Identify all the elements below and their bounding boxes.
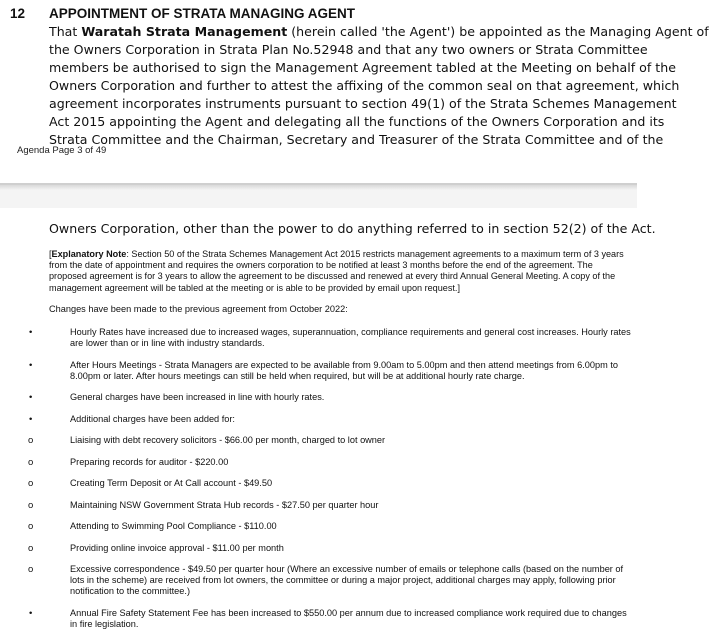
bullet-marker: • [29, 608, 33, 619]
list-item-text: After Hours Meetings - Strata Managers are expected to be available from 9.00am to 5.00pm and then attend meetings from 6.00pm to 8.00pm or later. After hours meetings can still be held when required, but will be at additional hourly rate charge. [70, 360, 618, 382]
explanatory-label: Explanatory Note [51, 249, 127, 259]
list-item-text: Attending to Swimming Pool Compliance - $110.00 [70, 521, 277, 531]
bullet-marker: • [29, 327, 33, 338]
agent-name: Waratah Strata Management [81, 24, 288, 39]
list-item-text: Preparing records for auditor - $220.00 [70, 457, 229, 467]
list-item-text: Annual Fire Safety Statement Fee has been increased to $550.00 per annum due to increased compliance work required due to changes in fire legislation. [70, 608, 627, 630]
list-item-text: Maintaining NSW Government Strata Hub records - $27.50 per quarter hour [70, 500, 379, 510]
sub-bullet-marker: o [28, 543, 34, 554]
page-separator [0, 183, 637, 208]
page-footer: Agenda Page 3 of 49 [17, 145, 107, 156]
motion-text [49, 23, 709, 149]
item-number: 12 [10, 6, 26, 21]
bullet-marker: • [29, 414, 33, 425]
motion-line-3: members be authorised to sign the Management Agreement tabled at the Meeting on behalf of the [49, 60, 676, 75]
explanatory-note: [Explanatory Note: Section 50 of the Strata Schemes Management Act 2015 restricts management agreements to a maximum term of 3 years from the date of appointment and requires the owners corporation to be notified at least 3 months before the end of the agreement. The proposed agreement is for 3 years to allow the agreement to be discussed and renewed at every third Annual General Meeting. A copy of the management agreement will be tabled at the meeting or is able to be provided by email upon request.] [49, 249, 624, 293]
motion-line-2: the Owners Corporation in Strata Plan No.52948 and that any two owners or Strata Committee [49, 42, 648, 57]
changes-intro: Changes have been made to the previous agreement from October 2022: [49, 304, 348, 314]
motion-line-4: Owners Corporation and further to attest the affixing of the common seal on that agreement, which [49, 78, 680, 93]
list-item-text: Providing online invoice approval - $11.00 per month [70, 543, 284, 553]
document-page-top [0, 0, 709, 183]
list-item-text: Hourly Rates have increased due to increased wages, superannuation, compliance requirements and general cost increases. Hourly rates are lower than or in line with industry standards. [70, 327, 631, 349]
list-item-text: General charges have been increased in line with hourly rates. [70, 392, 325, 402]
sub-bullet-marker: o [28, 500, 34, 511]
list-item-text: Excessive correspondence - $49.50 per quarter hour (Where an excessive number of emails or telephone calls (based on the number of lots in the scheme) are received from lot owners, the committee or during a major project, additional charges may apply, following prior notification to the committee.) [70, 564, 624, 597]
sub-bullet-marker: o [28, 457, 34, 468]
motion-line-1: That Waratah Strata Management (herein called 'the Agent') be appointed as the Managing Agent of [49, 24, 709, 39]
motion-line-5: agreement incorporates instruments pursuant to section 49(1) of the Strata Schemes Management [49, 96, 677, 111]
motion-line-7: Strata Committee and the Chairman, Secretary and Treasurer of the Strata Committee and of the [49, 132, 664, 147]
document-page-bottom [0, 208, 656, 633]
bullet-marker: • [29, 360, 33, 371]
item-heading: APPOINTMENT OF STRATA MANAGING AGENT [49, 6, 355, 21]
sub-bullet-marker: o [28, 435, 34, 446]
list-item-text: Creating Term Deposit or At Call account - $49.50 [70, 478, 273, 488]
motion-line-6: Act 2015 appointing the Agent and delegating all the functions of the Owners Corporation and its [49, 114, 665, 129]
sub-bullet-marker: o [28, 478, 34, 489]
sub-bullet-marker: o [28, 564, 34, 575]
sub-bullet-marker: o [28, 521, 34, 532]
list-item-text: Additional charges have been added for: [70, 414, 235, 424]
list-item-text: Liaising with debt recovery solicitors - $66.00 per month, charged to lot owner [70, 435, 386, 445]
motion-continuation: Owners Corporation, other than the power to do anything referred to in section 52(2) of the Act. [49, 221, 656, 236]
bullet-marker: • [29, 392, 33, 403]
